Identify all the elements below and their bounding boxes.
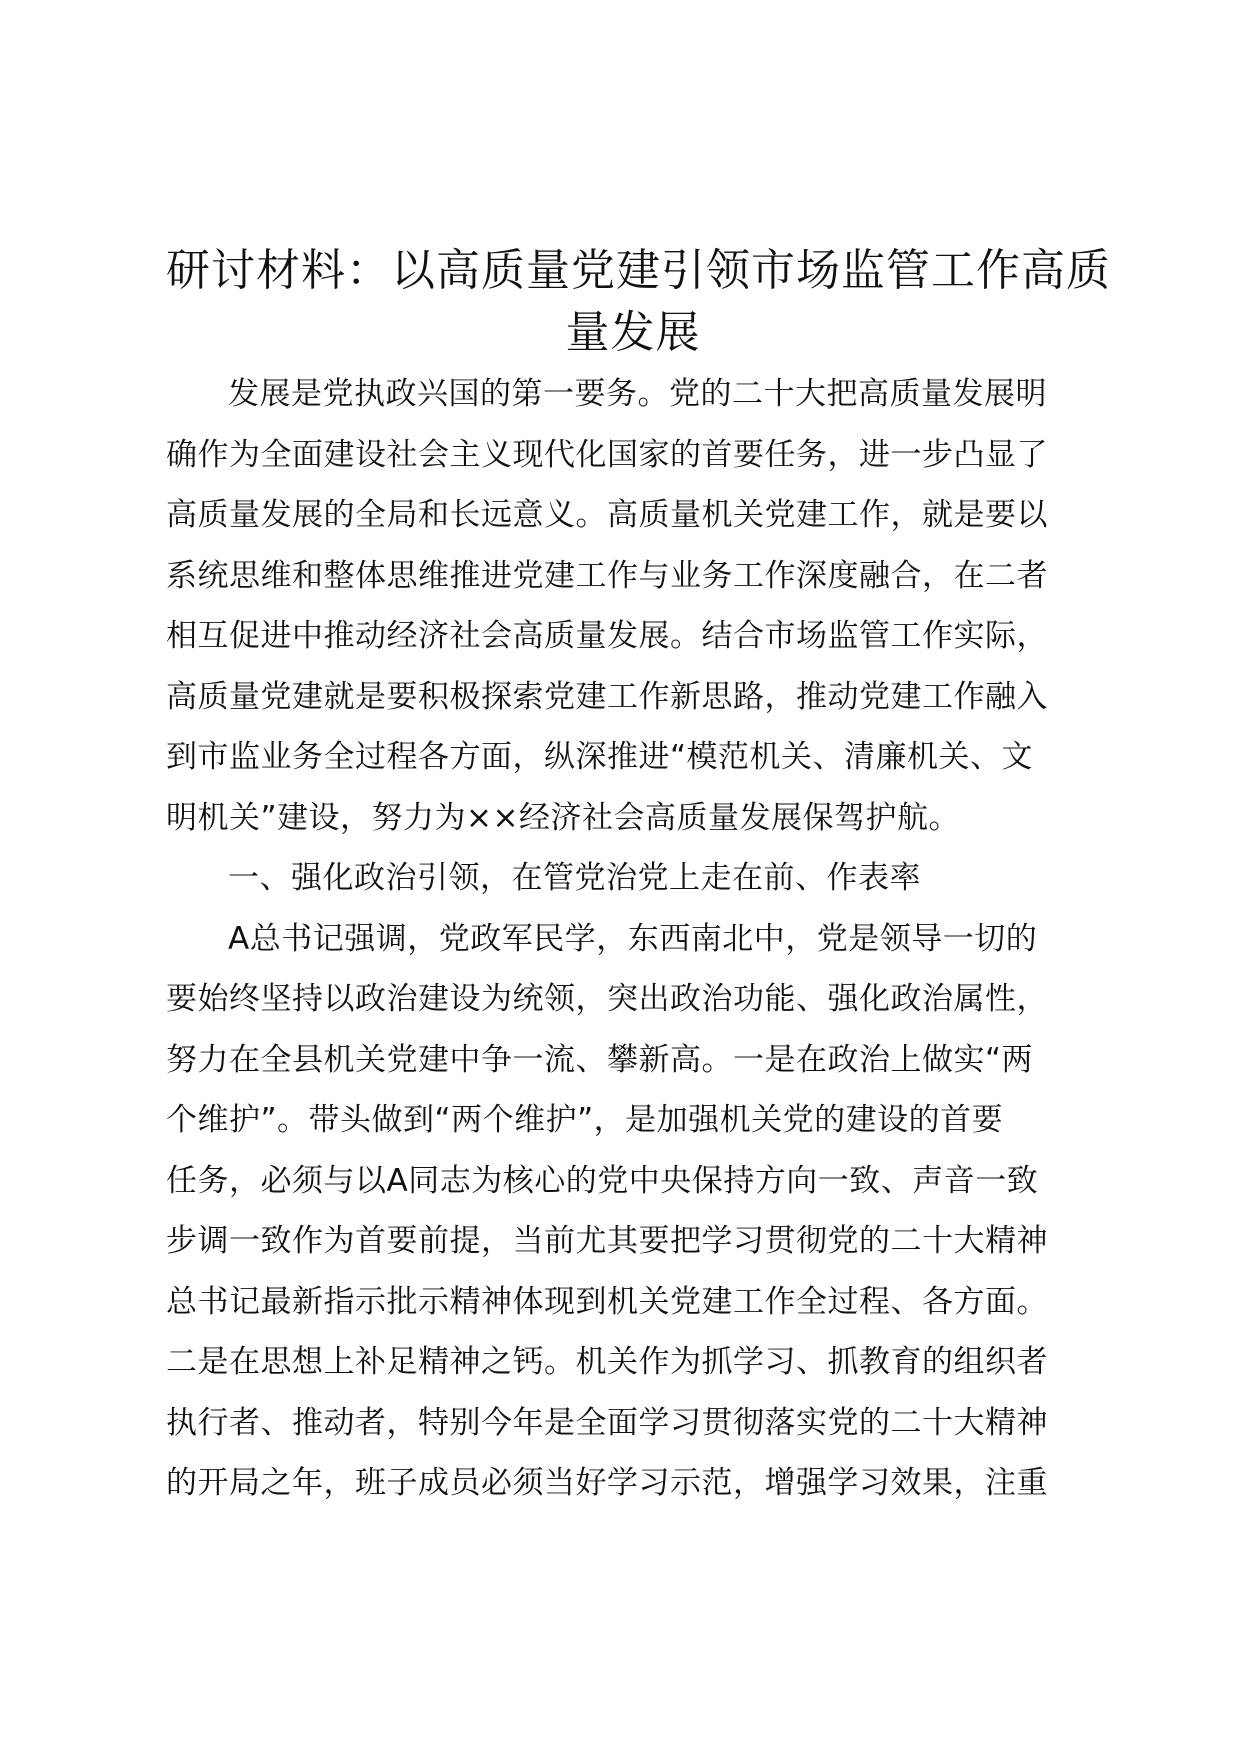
text-line: 努力在全县机关党建中争一流、攀新高。一是在政治上做实“两 (166, 1041, 1034, 1078)
text-line: 确作为全面建设社会主义现代化国家的首要任务，进一步凸显了 (166, 436, 1048, 473)
text-line: 要始终坚持以政治建设为统领，突出政治功能、强化政治属性， (166, 981, 1048, 1017)
text-line: 发展是党执政兴国的第一要务。党的二十大把高质量发展明 (228, 376, 1047, 412)
title-line: 研讨材料：以高质量党建引领市场监管工作高质 (166, 245, 1111, 296)
text-line: A总书记强调，党政军民学，东西南北中，党是领导一切的 (228, 920, 1038, 957)
text-line: 到市监业务全过程各方面，纵深推进“模范机关、清廉机关、文 (166, 739, 1034, 775)
text-line: 高质量党建就是要积极探索党建工作新思路，推动党建工作融入 (166, 678, 1048, 715)
intro-paragraph (166, 364, 1100, 848)
text-line: 任务，必须与以A同志为核心的党中央保持方向一致、声音一致 (166, 1162, 1039, 1199)
text-line: 相互促进中推动经济社会高质量发展。结合市场监管工作实际， (166, 618, 1048, 654)
document-body (166, 240, 1111, 1514)
text-line: 明机关”建设，努力为××经济社会高质量发展保驾护航。 (166, 799, 961, 836)
text-line: 高质量发展的全局和长远意义。高质量机关党建工作，就是要以 (166, 497, 1048, 533)
text-line: 总书记最新指示批示精神体现到机关党建工作全过程、各方面。 (166, 1283, 1048, 1320)
text-line: 执行者、推动者，特别今年是全面学习贯彻落实党的二十大精神 (166, 1404, 1048, 1441)
section-heading: 一、强化政治引领，在管党治党上走在前、作表率 (228, 860, 921, 896)
text-line: 步调一致作为首要前提，当前尤其要把学习贯彻党的二十大精神 (166, 1223, 1048, 1259)
text-line: 系统思维和整体思维推进党建工作与业务工作深度融合，在二者 (166, 557, 1048, 594)
document-title (166, 240, 1111, 364)
section-paragraph (166, 909, 1100, 1514)
text-line: 的开局之年，班子成员必须当好学习示范，增强学习效果，注重 (166, 1465, 1048, 1501)
text-line: 个维护”。带头做到“两个维护”，是加强机关党的建设的首要 (166, 1102, 1004, 1138)
text-line: 二是在思想上补足精神之钙。机关作为抓学习、抓教育的组织者 (166, 1344, 1048, 1380)
title-line: 量发展 (565, 307, 701, 358)
